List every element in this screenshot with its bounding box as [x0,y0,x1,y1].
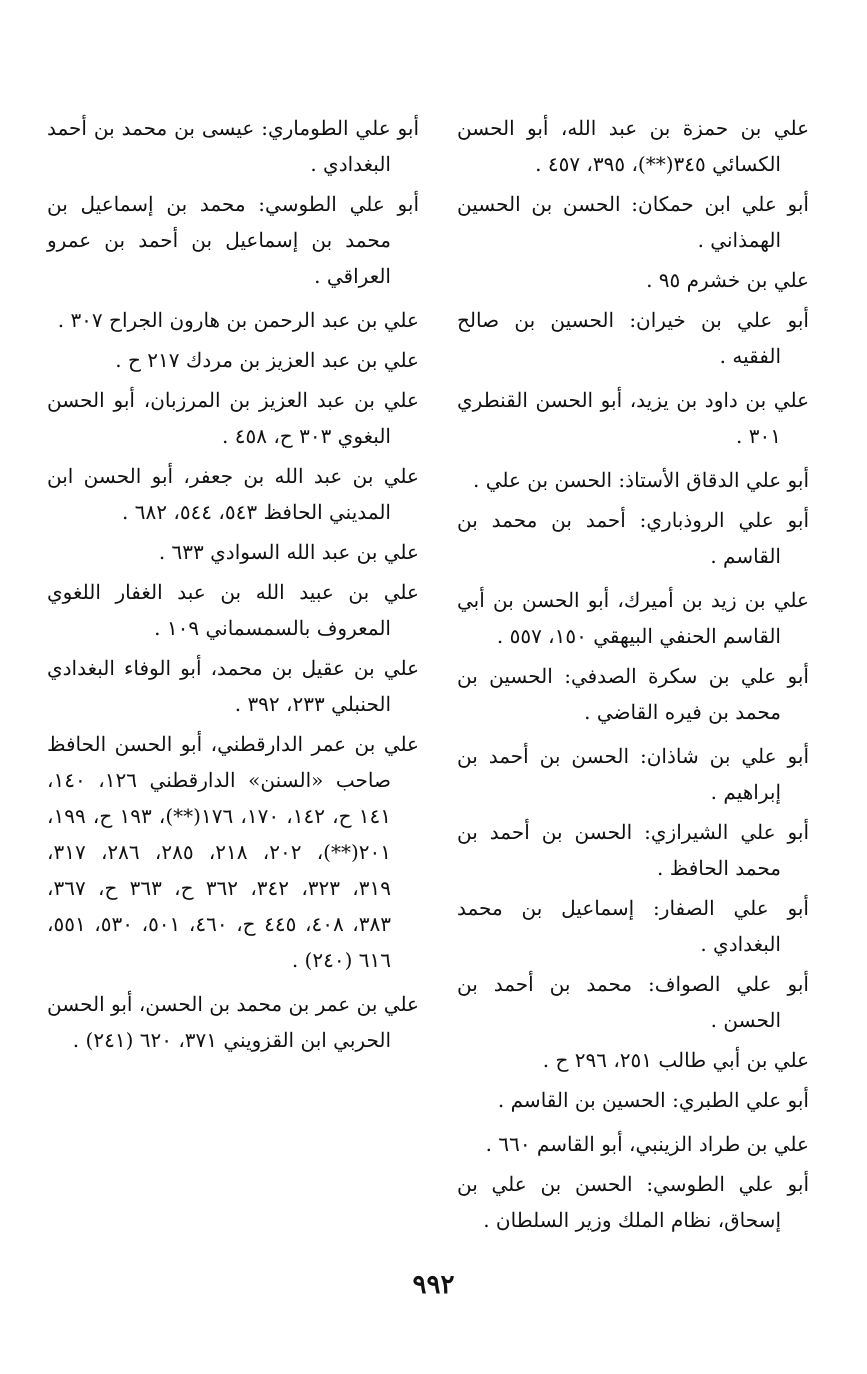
index-entry: أبو علي الصواف: محمد بن أحمد بن الحسن . [457,972,809,1032]
index-entry: أبو علي الطوسي: الحسن بن علي بن إسحاق، نظام الملك وزير السلطان . [457,1172,809,1232]
index-entry: علي بن عبد الله بن جعفر، أبو الحسن ابن المديني الحافظ ٥٤٣، ٥٤٤، ٦٨٢ . [47,464,419,524]
index-entry: علي بن عقيل بن محمد، أبو الوفاء البغدادي الحنبلي ٢٣٣، ٣٩٢ . [47,656,419,716]
index-entry: أبو علي الصفار: إسماعيل بن محمد البغدادي . [457,896,809,956]
index-entry: علي بن عمر الدارقطني، أبو الحسن الحافظ صاحب «السنن» الدارقطني ١٢٦، ١٤٠، ١٤١ ح، ١٤٢، ١٧٠، ١٧٦(**)، ١٩٣ ح، ١٩٩، ٢٠١(**)، ٢٠٢، ٢١٨، ٢٨٥، ٢٨٦، ٣١٧، ٣١٩، ٣٢٣، ٣٤٢، ٣٦٢ ح، ٣٦٣ ح، ٣٦٧، ٣٨٣، ٤٠٨، ٤٤٥ ح، ٤٦٠، ٥٠١، ٥٣٠، ٥٥١، ٦١٦ (٢٤٠) . [47,732,419,972]
index-entry: أبو علي الدقاق الأستاذ: الحسن بن علي . [473,468,809,492]
index-entry: علي بن حمزة بن عبد الله، أبو الحسن الكسائي ٣٤٥(**)، ٣٩٥، ٤٥٧ . [457,116,809,176]
index-entry: أبو علي الطبري: الحسين بن القاسم . [497,1088,809,1112]
index-entry: أبو علي الطوسي: محمد بن إسماعيل بن محمد بن إسماعيل بن أحمد بن عمرو العراقي . [47,192,419,288]
index-entry: علي بن عمر بن محمد بن الحسن، أبو الحسن الحربي ابن القزويني ٣٧١، ٦٢٠ (٢٤١) . [47,992,419,1052]
index-entry: أبو علي الطوماري: عيسى بن محمد بن أحمد البغدادي . [47,116,419,176]
index-entry: علي بن داود بن يزيد، أبو الحسن القنطري ٣٠١ . [457,388,809,448]
index-column-right [457,110,809,1242]
index-entry: أبو علي ابن حمكان: الحسن بن الحسين الهمذاني . [457,192,809,252]
index-entry: أبو علي بن خيران: الحسين بن صالح الفقيه . [457,308,809,368]
page-number: ٩٩٢ [412,1270,455,1300]
index-entry: أبو علي الشيرازي: الحسن بن أحمد بن محمد الحافظ . [457,820,809,880]
index-entry: أبو علي الروذباري: أحمد بن محمد بن القاسم . [457,508,809,568]
index-entry: علي بن عبيد الله بن عبد الغفار اللغوي المعروف بالسمسماني ١٠٩ . [47,580,419,640]
index-entry: علي بن طراد الزينبي، أبو القاسم ٦٦٠ . [485,1132,809,1156]
index-entry: أبو علي بن شاذان: الحسن بن أحمد بن إبراهيم . [457,744,809,804]
index-entry: علي بن خشرم ٩٥ . [646,268,809,292]
index-column-left [47,110,419,1062]
index-entry: علي بن عبد العزيز بن المرزبان، أبو الحسن البغوي ٣٠٣ ح، ٤٥٨ . [47,388,419,448]
index-entry: علي بن زيد بن أميرك، أبو الحسن بن أبي القاسم الحنفي البيهقي ١٥٠، ٥٥٧ . [457,588,809,648]
index-entry: علي بن أبي طالب ٢٥١، ٢٩٦ ح . [542,1048,809,1072]
index-entry: علي بن عبد الرحمن بن هارون الجراح ٣٠٧ . [57,308,419,332]
index-entry: علي بن عبد العزيز بن مردك ٢١٧ ح . [115,348,419,372]
index-entry: أبو علي بن سكرة الصدفي: الحسين بن محمد بن فيره القاضي . [457,664,809,724]
index-entry: علي بن عبد الله السوادي ٦٣٣ . [158,540,419,564]
